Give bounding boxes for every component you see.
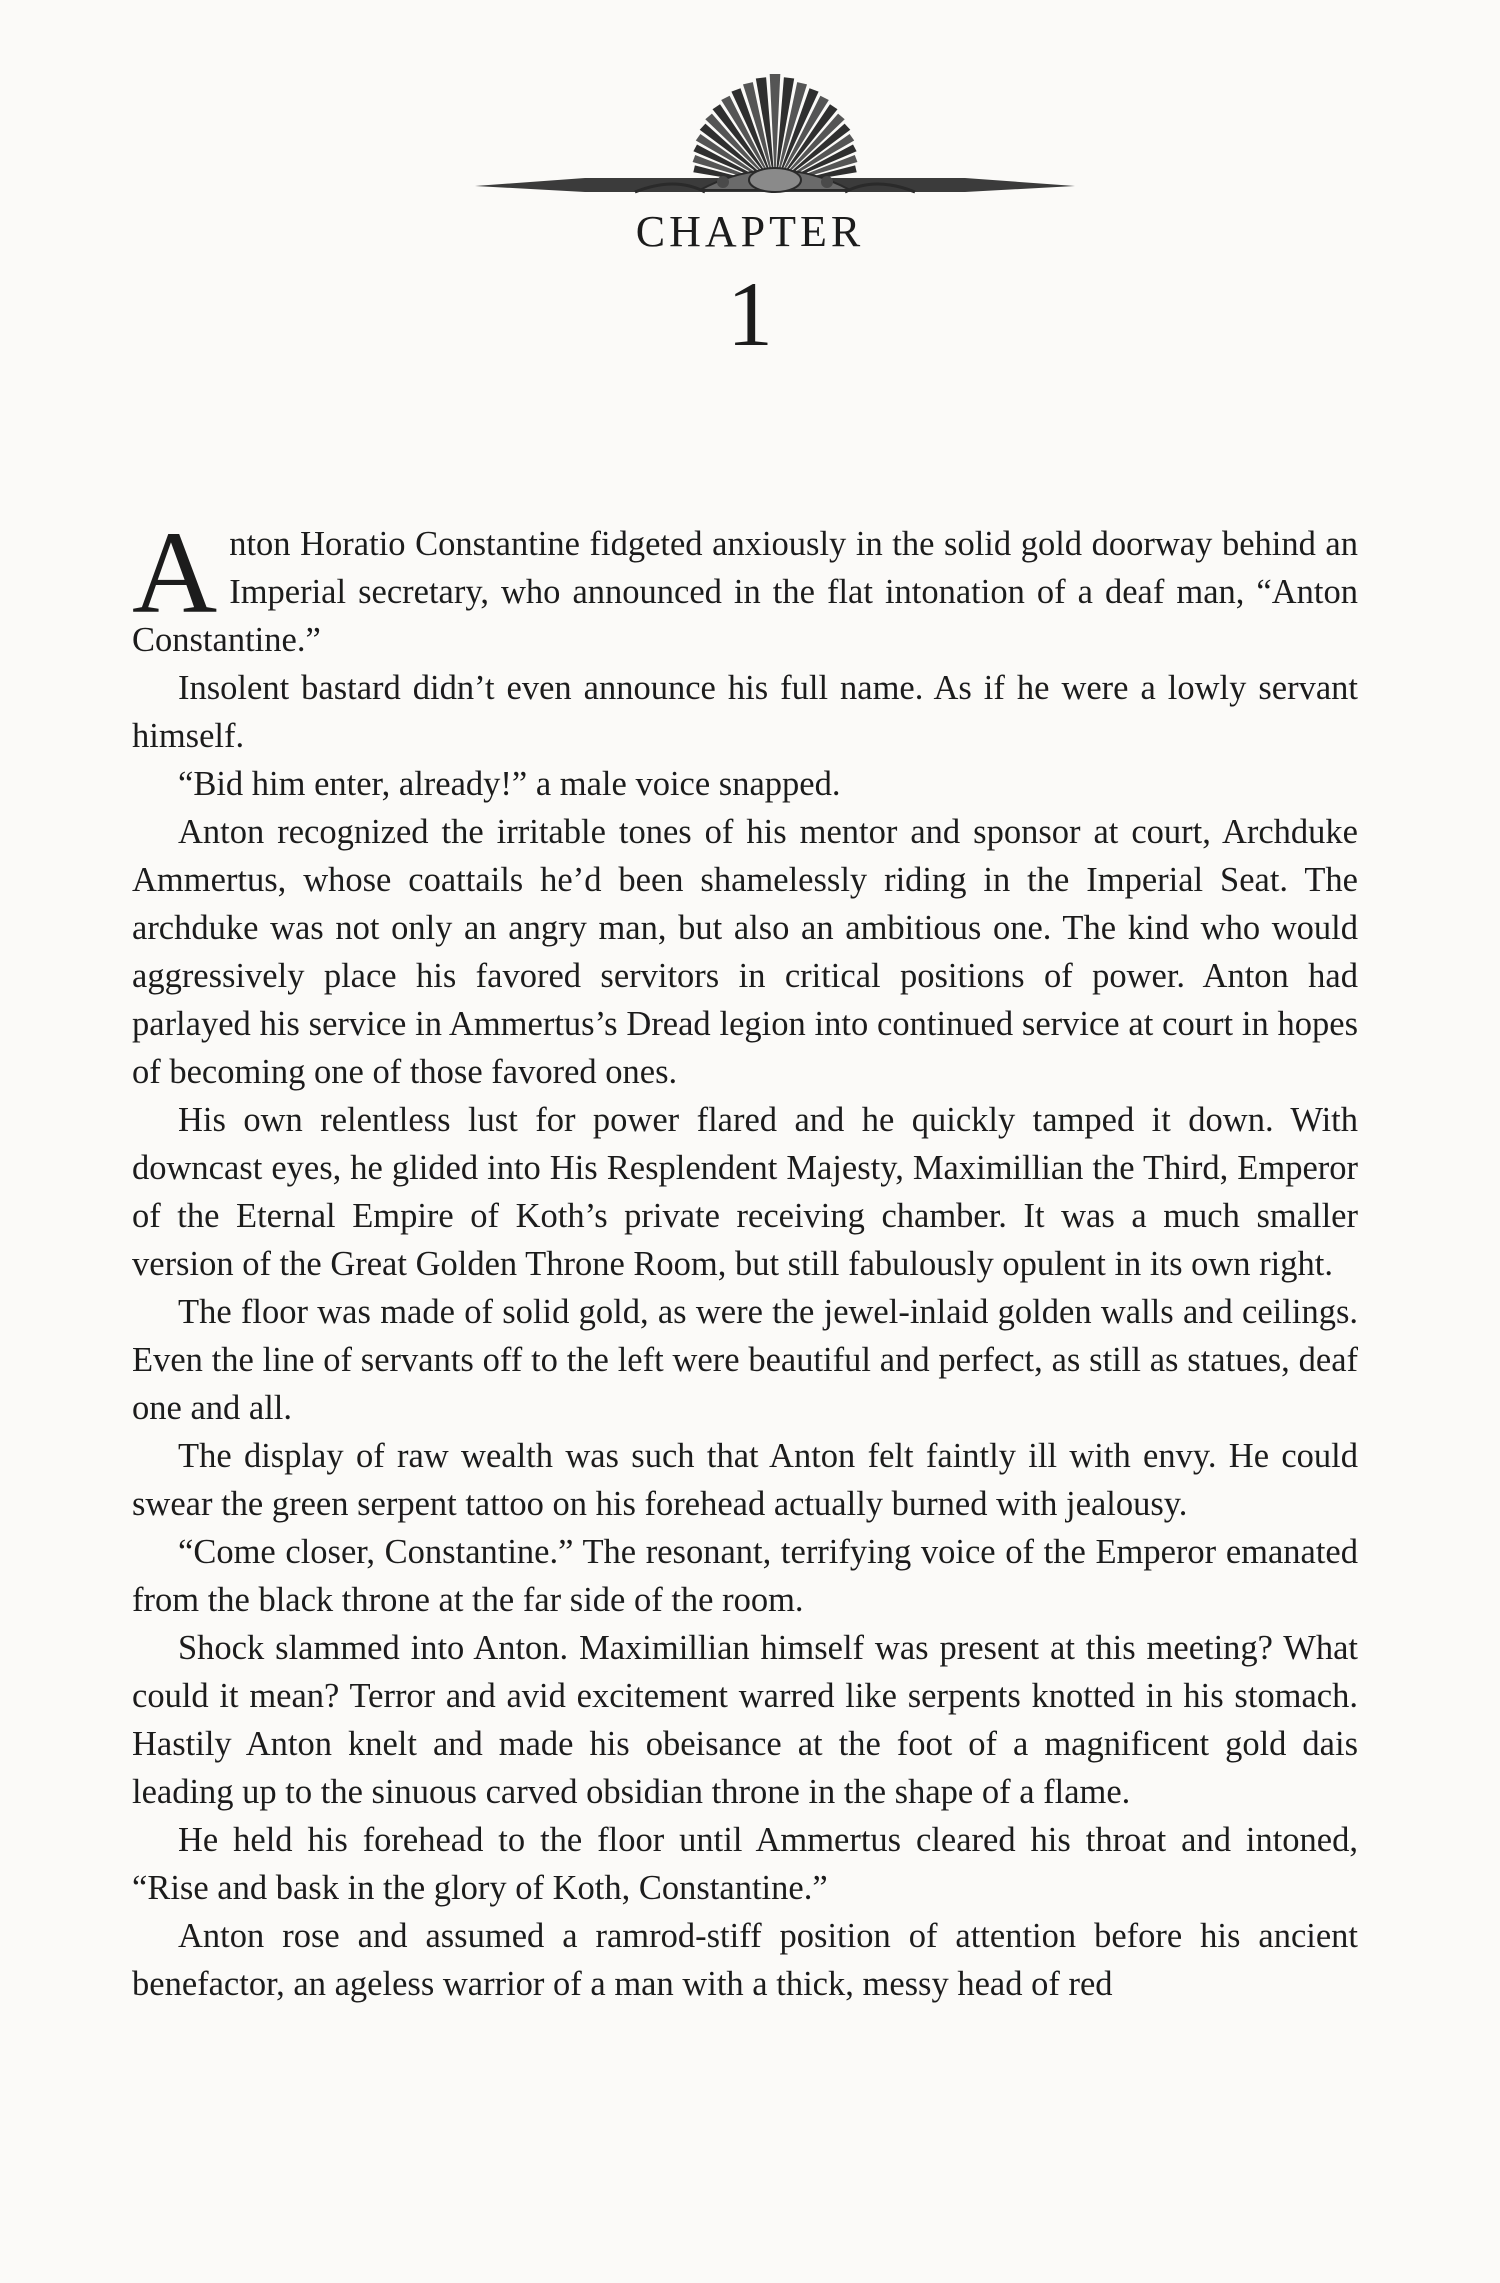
paragraph: Shock slammed into Anton. Maximillian himself was present at this meeting? What could it mean? Terror and avid excitement warred like serpents knotted in his stomach. Hastily Anton knelt and made his obeisance at the foot of a magnificent gold dais leading up to the sinuous carved obsidian throne in the shape of a flame.: [132, 1629, 1358, 1811]
paragraph: The display of raw wealth was such that Anton felt faintly ill with envy. He could swear the green serpent tattoo on his forehead actually burned with jealousy.: [132, 1437, 1358, 1523]
paragraph: “Come closer, Constantine.” The resonant, terrifying voice of the Emperor emanated from the black throne at the far side of the room.: [132, 1533, 1358, 1619]
paragraph: He held his forehead to the floor until Ammertus cleared his throat and intoned, “Rise and bask in the glory of Koth, Constantine.”: [132, 1821, 1358, 1907]
paragraph: “Bid him enter, already!” a male voice snapped.: [178, 765, 841, 803]
paragraph: His own relentless lust for power flared and he quickly tamped it down. With downcast eyes, he glided into His Resplendent Majesty, Maximillian the Third, Emperor of the Eternal Empire of Koth’s private receiving chamber. It was a much smaller version of the Great Golden Throne Room, but still fabulously opulent in its own right.: [132, 1101, 1358, 1283]
paragraph: Anton rose and assumed a ramrod-stiff position of attention before his ancient benefactor, an ageless warrior of a man with a thick, messy head of red: [132, 1917, 1358, 2003]
chapter-number: 1: [727, 263, 773, 365]
chapter-label: CHAPTER: [635, 207, 865, 256]
paragraph: [132, 507, 1358, 664]
paragraph: The floor was made of solid gold, as were the jewel-inlaid golden walls and ceilings. Even the line of servants off to the left were beautiful and perfect, as still as statues, deaf one and all.: [132, 1293, 1358, 1427]
chapter-body: [132, 507, 1358, 2008]
paragraph: Anton recognized the irritable tones of his mentor and sponsor at court, Archduke Ammertus, whose coattails he’d been shamelessly riding in the Imperial Seat. The archduke was not only an angry man, but also an ambitious one. The kind who would aggressively place his favored servitors in critical positions of power. Anton had parlayed his service in Ammertus’s Dread legion into continued service at court in hopes of becoming one of those favored ones.: [132, 813, 1358, 1091]
paragraph-text: nton Horatio Constantine fidgeted anxiously in the solid gold doorway behind an Imperial secretary, who announced in the flat intonation of a deaf man, “Anton Constantine.”: [132, 525, 1358, 659]
drop-cap: A: [132, 507, 218, 638]
paragraph: Insolent bastard didn’t even announce his full name. As if he were a lowly servant himself.: [132, 669, 1358, 755]
sunburst-fan-icon: [475, 58, 1075, 208]
